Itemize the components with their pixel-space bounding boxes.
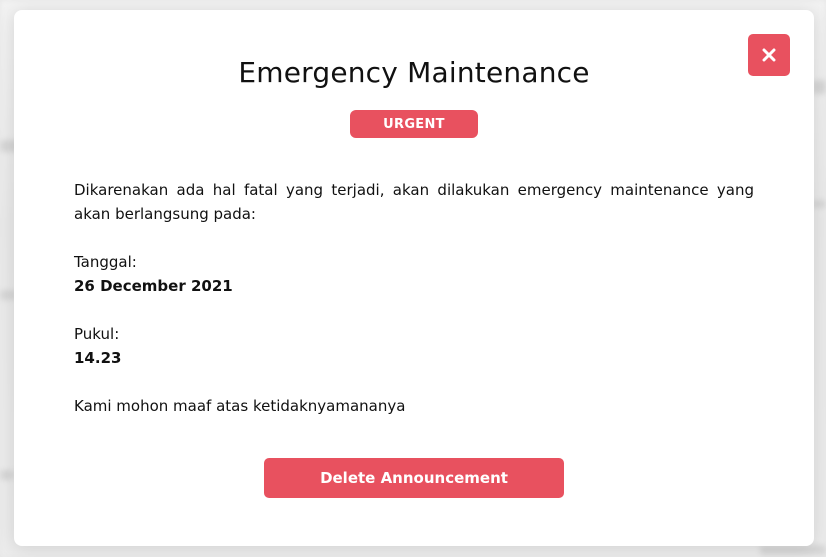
time-label: Pukul: xyxy=(74,325,120,343)
time-value: 14.23 xyxy=(74,349,122,367)
announcement-modal xyxy=(14,10,814,546)
closing-message: Kami mohon maaf atas ketidaknyamananya xyxy=(74,397,406,415)
announcement-intro: Dikarenakan ada hal fatal yang terjadi, akan dilakukan emergency maintenance yang akan berlangsung pada: xyxy=(74,181,754,223)
urgent-badge: URGENT xyxy=(350,110,478,138)
date-label: Tanggal: xyxy=(74,253,137,271)
modal-title: Emergency Maintenance xyxy=(238,56,590,89)
delete-announcement-button[interactable]: Delete Announcement xyxy=(264,458,564,498)
date-value: 26 December 2021 xyxy=(74,277,233,295)
